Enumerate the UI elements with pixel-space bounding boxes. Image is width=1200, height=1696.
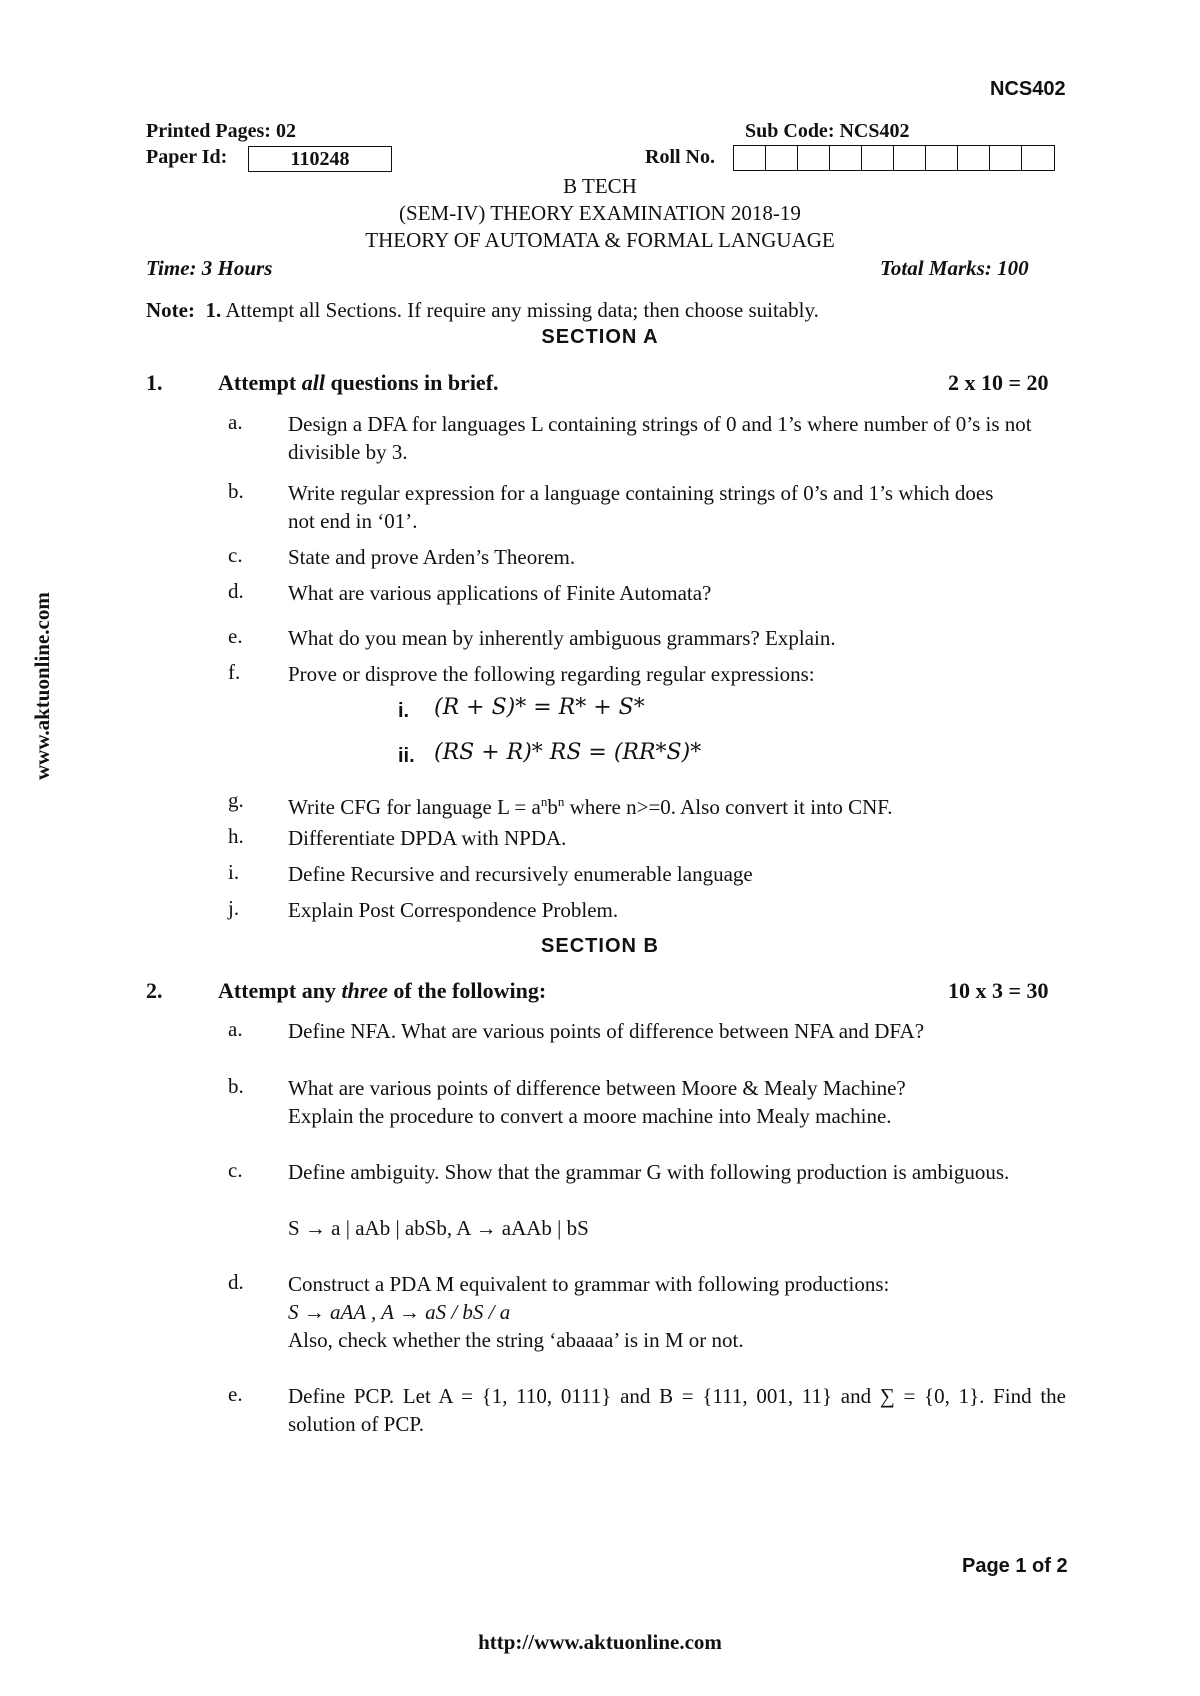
q1b-text: Write regular expression for a language containing strings of 0’s and 1’s which does not end in ‘01’. (288, 481, 994, 533)
roll-cell[interactable] (926, 146, 958, 170)
q1i-label: i. (228, 860, 240, 884)
roll-cell[interactable] (1022, 146, 1054, 170)
q2c-label: c. (228, 1158, 243, 1182)
q1-heading-post: questions in brief. (330, 370, 499, 395)
q1-heading-pre: Attempt (218, 370, 297, 395)
q1-heading (218, 370, 499, 396)
q1-number: 1. (146, 370, 163, 395)
q1c-text: State and prove Arden’s Theorem. (288, 545, 576, 569)
paper-code-top: NCS402 (990, 78, 1066, 100)
q1g-mid: b (547, 795, 558, 819)
q1c-label: c. (228, 543, 243, 567)
q1a-label: a. (228, 410, 243, 434)
subject-title: THEORY OF AUTOMATA & FORMAL LANGUAGE (365, 228, 835, 252)
q2d-line3: Also, check whether the string ‘abaaaa’ is in M or not. (288, 1328, 744, 1352)
q1f-text: Prove or disprove the following regarding regular expressions: (288, 662, 815, 686)
q1d-text: What are various applications of Finite Automata? (288, 581, 712, 605)
q1g-label: g. (228, 788, 244, 812)
q1f-sub-i-label: i. (398, 700, 410, 722)
q1f-label: f. (228, 660, 241, 684)
q1d-label: d. (228, 579, 244, 603)
roll-no-label: Roll No. (645, 146, 715, 168)
section-a-title: SECTION A (541, 326, 659, 348)
roll-cell[interactable] (894, 146, 926, 170)
q1-heading-em: all (301, 370, 325, 395)
q1g-text (288, 788, 1068, 821)
q1j-label: j. (228, 896, 240, 920)
q2c-text: Define ambiguity. Show that the grammar G with following production is ambiguous. (288, 1160, 1010, 1184)
roll-cell[interactable] (862, 146, 894, 170)
printed-pages: Printed Pages: 02 (146, 120, 296, 142)
q1f-sub-i-expr: (R + S)* = R* + S* (434, 695, 645, 720)
roll-cell[interactable] (990, 146, 1022, 170)
q2-heading-post: of the following: (393, 978, 547, 1003)
roll-no-boxes[interactable] (733, 145, 1055, 171)
roll-cell[interactable] (766, 146, 798, 170)
q1g-sup1: n (540, 794, 548, 809)
roll-cell[interactable] (830, 146, 862, 170)
side-watermark: www.aktuonline.com (30, 592, 54, 780)
q2-heading-em: three (341, 978, 388, 1003)
q2b-label: b. (228, 1074, 244, 1098)
q2a-text: Define NFA. What are various points of difference between NFA and DFA? (288, 1019, 925, 1043)
q1h-text: Differentiate DPDA with NPDA. (288, 826, 567, 850)
program-title: B TECH (563, 174, 637, 198)
note-text: Attempt all Sections. If require any missing data; then choose suitably. (225, 298, 819, 322)
note-line (146, 298, 819, 323)
q2c-production: S → a | aAb | abSb, A → aAAb | bS (288, 1216, 589, 1240)
exam-title: (SEM-IV) THEORY EXAMINATION 2018-19 (399, 201, 801, 225)
roll-cell[interactable] (958, 146, 990, 170)
roll-cell[interactable] (798, 146, 830, 170)
q1f-sub-ii-label: ii. (398, 745, 415, 767)
q2d-line1: Construct a PDA M equivalent to grammar with following productions: (288, 1272, 890, 1296)
q2e-label: e. (228, 1382, 243, 1406)
q1g-text-post: where n>=0. Also convert it into CNF. (564, 795, 893, 819)
q2-heading (218, 978, 546, 1004)
q1a-text: Design a DFA for languages L containing strings of 0 and 1’s where number of 0’s is not divisible by 3. (288, 412, 1032, 464)
q2-heading-pre: Attempt any (218, 978, 336, 1003)
q2d-production: S → aAA , A → aS / bS / a (288, 1300, 511, 1324)
note-label: Note: (146, 298, 195, 322)
q2-number: 2. (146, 978, 163, 1003)
page-number: Page 1 of 2 (962, 1555, 1068, 1577)
time-label: Time: 3 Hours (146, 256, 273, 280)
note-num: 1. (205, 298, 222, 322)
footer-url[interactable]: http://www.aktuonline.com (478, 1630, 722, 1654)
q2b-line2: Explain the procedure to convert a moore machine into Mealy machine. (288, 1104, 892, 1128)
q2a-label: a. (228, 1017, 243, 1041)
paper-id-label: Paper Id: (146, 146, 228, 168)
q1g-sup2: n (557, 794, 565, 809)
q1b-label: b. (228, 479, 244, 503)
q1f-sub-ii-expr: (RS + R)* RS = (RR*S)* (434, 740, 702, 765)
q1g-text-pre: Write CFG for language L = a (288, 795, 541, 819)
total-marks: Total Marks: 100 (880, 256, 1029, 280)
q2e-text: Define PCP. Let A = {1, 110, 0111} and B = {111, 001, 11} and ∑ = {0, 1}. Find the solution of PCP. (288, 1384, 1066, 1436)
q1j-text: Explain Post Correspondence Problem. (288, 898, 619, 922)
q1i-text: Define Recursive and recursively enumerable language (288, 862, 753, 886)
sub-code: Sub Code: NCS402 (745, 120, 910, 142)
q1-marks: 2 x 10 = 20 (948, 370, 1049, 395)
section-b-title: SECTION B (541, 935, 659, 957)
q1h-label: h. (228, 824, 244, 848)
q1e-label: e. (228, 624, 243, 648)
q2d-label: d. (228, 1270, 244, 1294)
paper-id-box: 110248 (248, 146, 392, 172)
q1e-text: What do you mean by inherently ambiguous grammars? Explain. (288, 626, 836, 650)
q2-marks: 10 x 3 = 30 (948, 978, 1049, 1003)
roll-cell[interactable] (734, 146, 766, 170)
q2b-line1: What are various points of difference between Moore & Mealy Machine? (288, 1076, 906, 1100)
